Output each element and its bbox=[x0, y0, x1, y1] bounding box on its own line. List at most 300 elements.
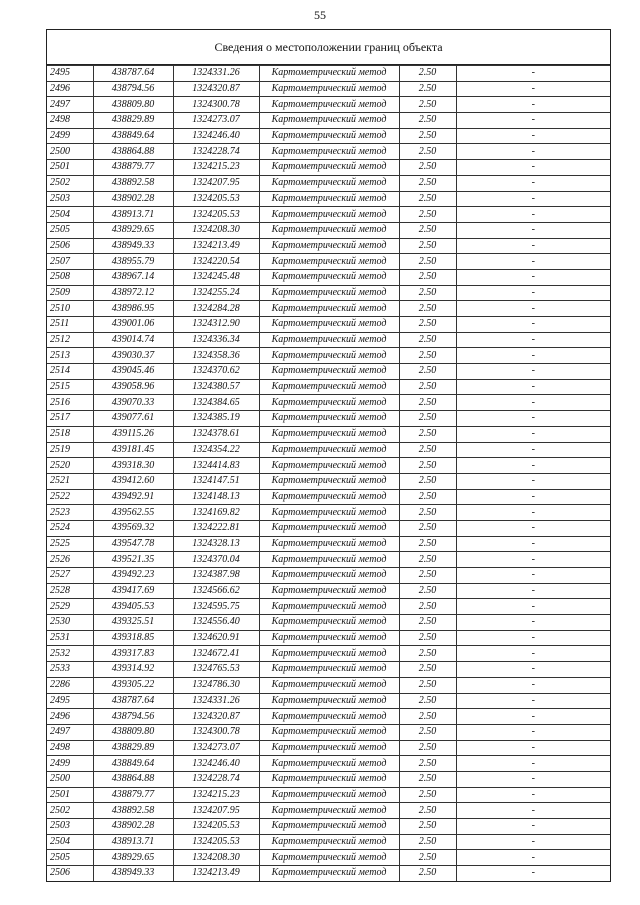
accuracy-cell: 2.50 bbox=[399, 332, 456, 348]
description-cell: - bbox=[456, 583, 610, 599]
point-number-cell: 2500 bbox=[47, 144, 93, 160]
table-row bbox=[47, 269, 610, 285]
table-row bbox=[47, 97, 610, 113]
point-number-cell: 2506 bbox=[47, 866, 93, 881]
y-coordinate-cell: 1324245.48 bbox=[173, 269, 259, 285]
table-row bbox=[47, 724, 610, 740]
x-coordinate-cell: 438929.65 bbox=[93, 222, 173, 238]
y-coordinate-cell: 1324273.07 bbox=[173, 740, 259, 756]
x-coordinate-cell: 439521.35 bbox=[93, 552, 173, 568]
point-number-cell: 2508 bbox=[47, 269, 93, 285]
point-number-cell: 2527 bbox=[47, 568, 93, 584]
description-cell: - bbox=[456, 771, 610, 787]
x-coordinate-cell: 438972.12 bbox=[93, 285, 173, 301]
accuracy-cell: 2.50 bbox=[399, 207, 456, 223]
point-number-cell: 2500 bbox=[47, 771, 93, 787]
determination-method-cell: Картометрический метод bbox=[259, 191, 399, 207]
x-coordinate-cell: 438892.58 bbox=[93, 803, 173, 819]
description-cell: - bbox=[456, 128, 610, 144]
determination-method-cell: Картометрический метод bbox=[259, 238, 399, 254]
description-cell: - bbox=[456, 599, 610, 615]
x-coordinate-cell: 439181.45 bbox=[93, 442, 173, 458]
x-coordinate-cell: 438864.88 bbox=[93, 144, 173, 160]
description-cell: - bbox=[456, 724, 610, 740]
accuracy-cell: 2.50 bbox=[399, 724, 456, 740]
table-row bbox=[47, 520, 610, 536]
point-number-cell: 2505 bbox=[47, 850, 93, 866]
y-coordinate-cell: 1324370.62 bbox=[173, 364, 259, 380]
determination-method-cell: Картометрический метод bbox=[259, 662, 399, 678]
y-coordinate-cell: 1324331.26 bbox=[173, 66, 259, 82]
table-row bbox=[47, 787, 610, 803]
table-row bbox=[47, 66, 610, 82]
description-cell: - bbox=[456, 426, 610, 442]
x-coordinate-cell: 438794.56 bbox=[93, 709, 173, 725]
accuracy-cell: 2.50 bbox=[399, 646, 456, 662]
point-number-cell: 2523 bbox=[47, 505, 93, 521]
x-coordinate-cell: 439318.85 bbox=[93, 630, 173, 646]
determination-method-cell: Картометрический метод bbox=[259, 442, 399, 458]
x-coordinate-cell: 439417.69 bbox=[93, 583, 173, 599]
coordinates-table-body bbox=[47, 66, 610, 881]
point-number-cell: 2501 bbox=[47, 160, 93, 176]
x-coordinate-cell: 438787.64 bbox=[93, 693, 173, 709]
table-row bbox=[47, 395, 610, 411]
y-coordinate-cell: 1324228.74 bbox=[173, 144, 259, 160]
determination-method-cell: Картометрический метод bbox=[259, 97, 399, 113]
x-coordinate-cell: 439569.32 bbox=[93, 520, 173, 536]
y-coordinate-cell: 1324205.53 bbox=[173, 834, 259, 850]
y-coordinate-cell: 1324148.13 bbox=[173, 489, 259, 505]
y-coordinate-cell: 1324213.49 bbox=[173, 866, 259, 881]
accuracy-cell: 2.50 bbox=[399, 536, 456, 552]
accuracy-cell: 2.50 bbox=[399, 819, 456, 835]
x-coordinate-cell: 439045.46 bbox=[93, 364, 173, 380]
accuracy-cell: 2.50 bbox=[399, 254, 456, 270]
point-number-cell: 2495 bbox=[47, 66, 93, 82]
accuracy-cell: 2.50 bbox=[399, 489, 456, 505]
x-coordinate-cell: 438809.80 bbox=[93, 97, 173, 113]
y-coordinate-cell: 1324228.74 bbox=[173, 771, 259, 787]
accuracy-cell: 2.50 bbox=[399, 426, 456, 442]
point-number-cell: 2498 bbox=[47, 113, 93, 129]
determination-method-cell: Картометрический метод bbox=[259, 254, 399, 270]
table-row bbox=[47, 458, 610, 474]
table-row bbox=[47, 144, 610, 160]
point-number-cell: 2504 bbox=[47, 207, 93, 223]
accuracy-cell: 2.50 bbox=[399, 615, 456, 631]
point-number-cell: 2511 bbox=[47, 317, 93, 333]
determination-method-cell: Картометрический метод bbox=[259, 395, 399, 411]
x-coordinate-cell: 439318.30 bbox=[93, 458, 173, 474]
y-coordinate-cell: 1324672.41 bbox=[173, 646, 259, 662]
description-cell: - bbox=[456, 505, 610, 521]
table-row bbox=[47, 771, 610, 787]
point-number-cell: 2531 bbox=[47, 630, 93, 646]
description-cell: - bbox=[456, 740, 610, 756]
x-coordinate-cell: 438794.56 bbox=[93, 81, 173, 97]
determination-method-cell: Картометрический метод bbox=[259, 693, 399, 709]
description-cell: - bbox=[456, 191, 610, 207]
accuracy-cell: 2.50 bbox=[399, 411, 456, 427]
accuracy-cell: 2.50 bbox=[399, 599, 456, 615]
y-coordinate-cell: 1324147.51 bbox=[173, 473, 259, 489]
point-number-cell: 2524 bbox=[47, 520, 93, 536]
table-row bbox=[47, 568, 610, 584]
point-number-cell: 2495 bbox=[47, 693, 93, 709]
description-cell: - bbox=[456, 615, 610, 631]
determination-method-cell: Картометрический метод bbox=[259, 724, 399, 740]
determination-method-cell: Картометрический метод bbox=[259, 207, 399, 223]
determination-method-cell: Картометрический метод bbox=[259, 756, 399, 772]
determination-method-cell: Картометрический метод bbox=[259, 599, 399, 615]
determination-method-cell: Картометрический метод bbox=[259, 787, 399, 803]
point-number-cell: 2520 bbox=[47, 458, 93, 474]
accuracy-cell: 2.50 bbox=[399, 301, 456, 317]
description-cell: - bbox=[456, 677, 610, 693]
point-number-cell: 2503 bbox=[47, 191, 93, 207]
accuracy-cell: 2.50 bbox=[399, 473, 456, 489]
description-cell: - bbox=[456, 222, 610, 238]
determination-method-cell: Картометрический метод bbox=[259, 81, 399, 97]
description-cell: - bbox=[456, 395, 610, 411]
y-coordinate-cell: 1324320.87 bbox=[173, 709, 259, 725]
x-coordinate-cell: 439070.33 bbox=[93, 395, 173, 411]
y-coordinate-cell: 1324320.87 bbox=[173, 81, 259, 97]
description-cell: - bbox=[456, 473, 610, 489]
point-number-cell: 2516 bbox=[47, 395, 93, 411]
table-row bbox=[47, 756, 610, 772]
table-row bbox=[47, 160, 610, 176]
description-cell: - bbox=[456, 489, 610, 505]
description-cell: - bbox=[456, 693, 610, 709]
x-coordinate-cell: 439314.92 bbox=[93, 662, 173, 678]
description-cell: - bbox=[456, 113, 610, 129]
determination-method-cell: Картометрический метод bbox=[259, 426, 399, 442]
table-row bbox=[47, 364, 610, 380]
y-coordinate-cell: 1324300.78 bbox=[173, 97, 259, 113]
table-row bbox=[47, 379, 610, 395]
point-number-cell: 2506 bbox=[47, 238, 93, 254]
description-cell: - bbox=[456, 520, 610, 536]
x-coordinate-cell: 438879.77 bbox=[93, 787, 173, 803]
x-coordinate-cell: 438902.28 bbox=[93, 191, 173, 207]
description-cell: - bbox=[456, 66, 610, 82]
point-number-cell: 2529 bbox=[47, 599, 93, 615]
determination-method-cell: Картометрический метод bbox=[259, 568, 399, 584]
y-coordinate-cell: 1324222.81 bbox=[173, 520, 259, 536]
accuracy-cell: 2.50 bbox=[399, 630, 456, 646]
description-cell: - bbox=[456, 787, 610, 803]
description-cell: - bbox=[456, 850, 610, 866]
y-coordinate-cell: 1324358.36 bbox=[173, 348, 259, 364]
description-cell: - bbox=[456, 364, 610, 380]
point-number-cell: 2525 bbox=[47, 536, 93, 552]
coordinates-table bbox=[47, 65, 610, 881]
accuracy-cell: 2.50 bbox=[399, 458, 456, 474]
x-coordinate-cell: 439547.78 bbox=[93, 536, 173, 552]
point-number-cell: 2530 bbox=[47, 615, 93, 631]
table-row bbox=[47, 301, 610, 317]
table-row bbox=[47, 646, 610, 662]
point-number-cell: 2496 bbox=[47, 709, 93, 725]
accuracy-cell: 2.50 bbox=[399, 866, 456, 881]
point-number-cell: 2533 bbox=[47, 662, 93, 678]
x-coordinate-cell: 438949.33 bbox=[93, 238, 173, 254]
accuracy-cell: 2.50 bbox=[399, 222, 456, 238]
table-row bbox=[47, 128, 610, 144]
determination-method-cell: Картометрический метод bbox=[259, 379, 399, 395]
description-cell: - bbox=[456, 819, 610, 835]
determination-method-cell: Картометрический метод bbox=[259, 301, 399, 317]
y-coordinate-cell: 1324284.28 bbox=[173, 301, 259, 317]
table-row bbox=[47, 426, 610, 442]
x-coordinate-cell: 439562.55 bbox=[93, 505, 173, 521]
x-coordinate-cell: 438849.64 bbox=[93, 128, 173, 144]
determination-method-cell: Картометрический метод bbox=[259, 128, 399, 144]
determination-method-cell: Картометрический метод bbox=[259, 677, 399, 693]
description-cell: - bbox=[456, 568, 610, 584]
accuracy-cell: 2.50 bbox=[399, 113, 456, 129]
x-coordinate-cell: 438929.65 bbox=[93, 850, 173, 866]
x-coordinate-cell: 438809.80 bbox=[93, 724, 173, 740]
x-coordinate-cell: 439412.60 bbox=[93, 473, 173, 489]
accuracy-cell: 2.50 bbox=[399, 756, 456, 772]
point-number-cell: 2504 bbox=[47, 834, 93, 850]
determination-method-cell: Картометрический метод bbox=[259, 583, 399, 599]
accuracy-cell: 2.50 bbox=[399, 677, 456, 693]
y-coordinate-cell: 1324205.53 bbox=[173, 819, 259, 835]
point-number-cell: 2526 bbox=[47, 552, 93, 568]
y-coordinate-cell: 1324208.30 bbox=[173, 850, 259, 866]
point-number-cell: 2532 bbox=[47, 646, 93, 662]
y-coordinate-cell: 1324207.95 bbox=[173, 803, 259, 819]
y-coordinate-cell: 1324246.40 bbox=[173, 756, 259, 772]
description-cell: - bbox=[456, 207, 610, 223]
description-cell: - bbox=[456, 379, 610, 395]
y-coordinate-cell: 1324328.13 bbox=[173, 536, 259, 552]
accuracy-cell: 2.50 bbox=[399, 238, 456, 254]
determination-method-cell: Картометрический метод bbox=[259, 411, 399, 427]
table-row bbox=[47, 489, 610, 505]
point-number-cell: 2496 bbox=[47, 81, 93, 97]
table-row bbox=[47, 222, 610, 238]
y-coordinate-cell: 1324370.04 bbox=[173, 552, 259, 568]
table-row bbox=[47, 238, 610, 254]
table-row bbox=[47, 175, 610, 191]
x-coordinate-cell: 439077.61 bbox=[93, 411, 173, 427]
y-coordinate-cell: 1324336.34 bbox=[173, 332, 259, 348]
table-row bbox=[47, 207, 610, 223]
accuracy-cell: 2.50 bbox=[399, 97, 456, 113]
table-row bbox=[47, 803, 610, 819]
accuracy-cell: 2.50 bbox=[399, 144, 456, 160]
section-title: Сведения о местоположении границ объекта bbox=[47, 30, 610, 65]
x-coordinate-cell: 438879.77 bbox=[93, 160, 173, 176]
determination-method-cell: Картометрический метод bbox=[259, 819, 399, 835]
determination-method-cell: Картометрический метод bbox=[259, 473, 399, 489]
description-cell: - bbox=[456, 803, 610, 819]
determination-method-cell: Картометрический метод bbox=[259, 615, 399, 631]
determination-method-cell: Картометрический метод bbox=[259, 66, 399, 82]
y-coordinate-cell: 1324300.78 bbox=[173, 724, 259, 740]
table-row bbox=[47, 285, 610, 301]
accuracy-cell: 2.50 bbox=[399, 771, 456, 787]
x-coordinate-cell: 438864.88 bbox=[93, 771, 173, 787]
determination-method-cell: Картометрический метод bbox=[259, 160, 399, 176]
y-coordinate-cell: 1324566.62 bbox=[173, 583, 259, 599]
point-number-cell: 2512 bbox=[47, 332, 93, 348]
description-cell: - bbox=[456, 536, 610, 552]
accuracy-cell: 2.50 bbox=[399, 191, 456, 207]
y-coordinate-cell: 1324169.82 bbox=[173, 505, 259, 521]
determination-method-cell: Картометрический метод bbox=[259, 348, 399, 364]
x-coordinate-cell: 438829.89 bbox=[93, 740, 173, 756]
determination-method-cell: Картометрический метод bbox=[259, 834, 399, 850]
y-coordinate-cell: 1324620.91 bbox=[173, 630, 259, 646]
point-number-cell: 2515 bbox=[47, 379, 93, 395]
point-number-cell: 2528 bbox=[47, 583, 93, 599]
description-cell: - bbox=[456, 254, 610, 270]
accuracy-cell: 2.50 bbox=[399, 693, 456, 709]
point-number-cell: 2517 bbox=[47, 411, 93, 427]
accuracy-cell: 2.50 bbox=[399, 583, 456, 599]
point-number-cell: 2497 bbox=[47, 97, 93, 113]
point-number-cell: 2519 bbox=[47, 442, 93, 458]
y-coordinate-cell: 1324595.75 bbox=[173, 599, 259, 615]
table-row bbox=[47, 81, 610, 97]
x-coordinate-cell: 439058.96 bbox=[93, 379, 173, 395]
accuracy-cell: 2.50 bbox=[399, 740, 456, 756]
y-coordinate-cell: 1324213.49 bbox=[173, 238, 259, 254]
determination-method-cell: Картометрический метод bbox=[259, 740, 399, 756]
y-coordinate-cell: 1324215.23 bbox=[173, 787, 259, 803]
determination-method-cell: Картометрический метод bbox=[259, 175, 399, 191]
accuracy-cell: 2.50 bbox=[399, 520, 456, 536]
x-coordinate-cell: 438955.79 bbox=[93, 254, 173, 270]
point-number-cell: 2502 bbox=[47, 803, 93, 819]
accuracy-cell: 2.50 bbox=[399, 850, 456, 866]
accuracy-cell: 2.50 bbox=[399, 348, 456, 364]
table-row bbox=[47, 442, 610, 458]
x-coordinate-cell: 438913.71 bbox=[93, 834, 173, 850]
table-row bbox=[47, 473, 610, 489]
determination-method-cell: Картометрический метод bbox=[259, 866, 399, 881]
description-cell: - bbox=[456, 97, 610, 113]
description-cell: - bbox=[456, 285, 610, 301]
accuracy-cell: 2.50 bbox=[399, 364, 456, 380]
x-coordinate-cell: 438913.71 bbox=[93, 207, 173, 223]
table-row bbox=[47, 583, 610, 599]
y-coordinate-cell: 1324255.24 bbox=[173, 285, 259, 301]
determination-method-cell: Картометрический метод bbox=[259, 850, 399, 866]
x-coordinate-cell: 438967.14 bbox=[93, 269, 173, 285]
determination-method-cell: Картометрический метод bbox=[259, 144, 399, 160]
accuracy-cell: 2.50 bbox=[399, 81, 456, 97]
table-row bbox=[47, 834, 610, 850]
y-coordinate-cell: 1324331.26 bbox=[173, 693, 259, 709]
determination-method-cell: Картометрический метод bbox=[259, 536, 399, 552]
determination-method-cell: Картометрический метод bbox=[259, 113, 399, 129]
x-coordinate-cell: 439014.74 bbox=[93, 332, 173, 348]
description-cell: - bbox=[456, 238, 610, 254]
table-row bbox=[47, 113, 610, 129]
description-cell: - bbox=[456, 301, 610, 317]
accuracy-cell: 2.50 bbox=[399, 442, 456, 458]
x-coordinate-cell: 439115.26 bbox=[93, 426, 173, 442]
y-coordinate-cell: 1324312.90 bbox=[173, 317, 259, 333]
y-coordinate-cell: 1324387.98 bbox=[173, 568, 259, 584]
table-row bbox=[47, 552, 610, 568]
determination-method-cell: Картометрический метод bbox=[259, 489, 399, 505]
accuracy-cell: 2.50 bbox=[399, 128, 456, 144]
description-cell: - bbox=[456, 348, 610, 364]
point-number-cell: 2521 bbox=[47, 473, 93, 489]
determination-method-cell: Картометрический метод bbox=[259, 332, 399, 348]
description-cell: - bbox=[456, 332, 610, 348]
y-coordinate-cell: 1324220.54 bbox=[173, 254, 259, 270]
y-coordinate-cell: 1324273.07 bbox=[173, 113, 259, 129]
x-coordinate-cell: 439030.37 bbox=[93, 348, 173, 364]
accuracy-cell: 2.50 bbox=[399, 787, 456, 803]
y-coordinate-cell: 1324380.57 bbox=[173, 379, 259, 395]
point-number-cell: 2501 bbox=[47, 787, 93, 803]
determination-method-cell: Картометрический метод bbox=[259, 364, 399, 380]
accuracy-cell: 2.50 bbox=[399, 505, 456, 521]
table-row bbox=[47, 615, 610, 631]
accuracy-cell: 2.50 bbox=[399, 568, 456, 584]
table-row bbox=[47, 191, 610, 207]
determination-method-cell: Картометрический метод bbox=[259, 552, 399, 568]
table-row bbox=[47, 317, 610, 333]
x-coordinate-cell: 438829.89 bbox=[93, 113, 173, 129]
x-coordinate-cell: 439317.83 bbox=[93, 646, 173, 662]
description-cell: - bbox=[456, 442, 610, 458]
table-row bbox=[47, 536, 610, 552]
y-coordinate-cell: 1324765.53 bbox=[173, 662, 259, 678]
description-cell: - bbox=[456, 552, 610, 568]
determination-method-cell: Картометрический метод bbox=[259, 520, 399, 536]
accuracy-cell: 2.50 bbox=[399, 662, 456, 678]
description-cell: - bbox=[456, 630, 610, 646]
point-number-cell: 2522 bbox=[47, 489, 93, 505]
table-row bbox=[47, 850, 610, 866]
y-coordinate-cell: 1324208.30 bbox=[173, 222, 259, 238]
description-cell: - bbox=[456, 709, 610, 725]
accuracy-cell: 2.50 bbox=[399, 395, 456, 411]
point-number-cell: 2507 bbox=[47, 254, 93, 270]
description-cell: - bbox=[456, 160, 610, 176]
x-coordinate-cell: 439325.51 bbox=[93, 615, 173, 631]
accuracy-cell: 2.50 bbox=[399, 834, 456, 850]
description-cell: - bbox=[456, 269, 610, 285]
table-row bbox=[47, 254, 610, 270]
point-number-cell: 2502 bbox=[47, 175, 93, 191]
determination-method-cell: Картометрический метод bbox=[259, 709, 399, 725]
point-number-cell: 2499 bbox=[47, 756, 93, 772]
description-cell: - bbox=[456, 662, 610, 678]
x-coordinate-cell: 439001.06 bbox=[93, 317, 173, 333]
accuracy-cell: 2.50 bbox=[399, 552, 456, 568]
accuracy-cell: 2.50 bbox=[399, 709, 456, 725]
x-coordinate-cell: 439492.91 bbox=[93, 489, 173, 505]
determination-method-cell: Картометрический метод bbox=[259, 269, 399, 285]
y-coordinate-cell: 1324207.95 bbox=[173, 175, 259, 191]
table-row bbox=[47, 505, 610, 521]
table-row bbox=[47, 866, 610, 881]
boundary-table-frame bbox=[46, 29, 611, 882]
description-cell: - bbox=[456, 81, 610, 97]
